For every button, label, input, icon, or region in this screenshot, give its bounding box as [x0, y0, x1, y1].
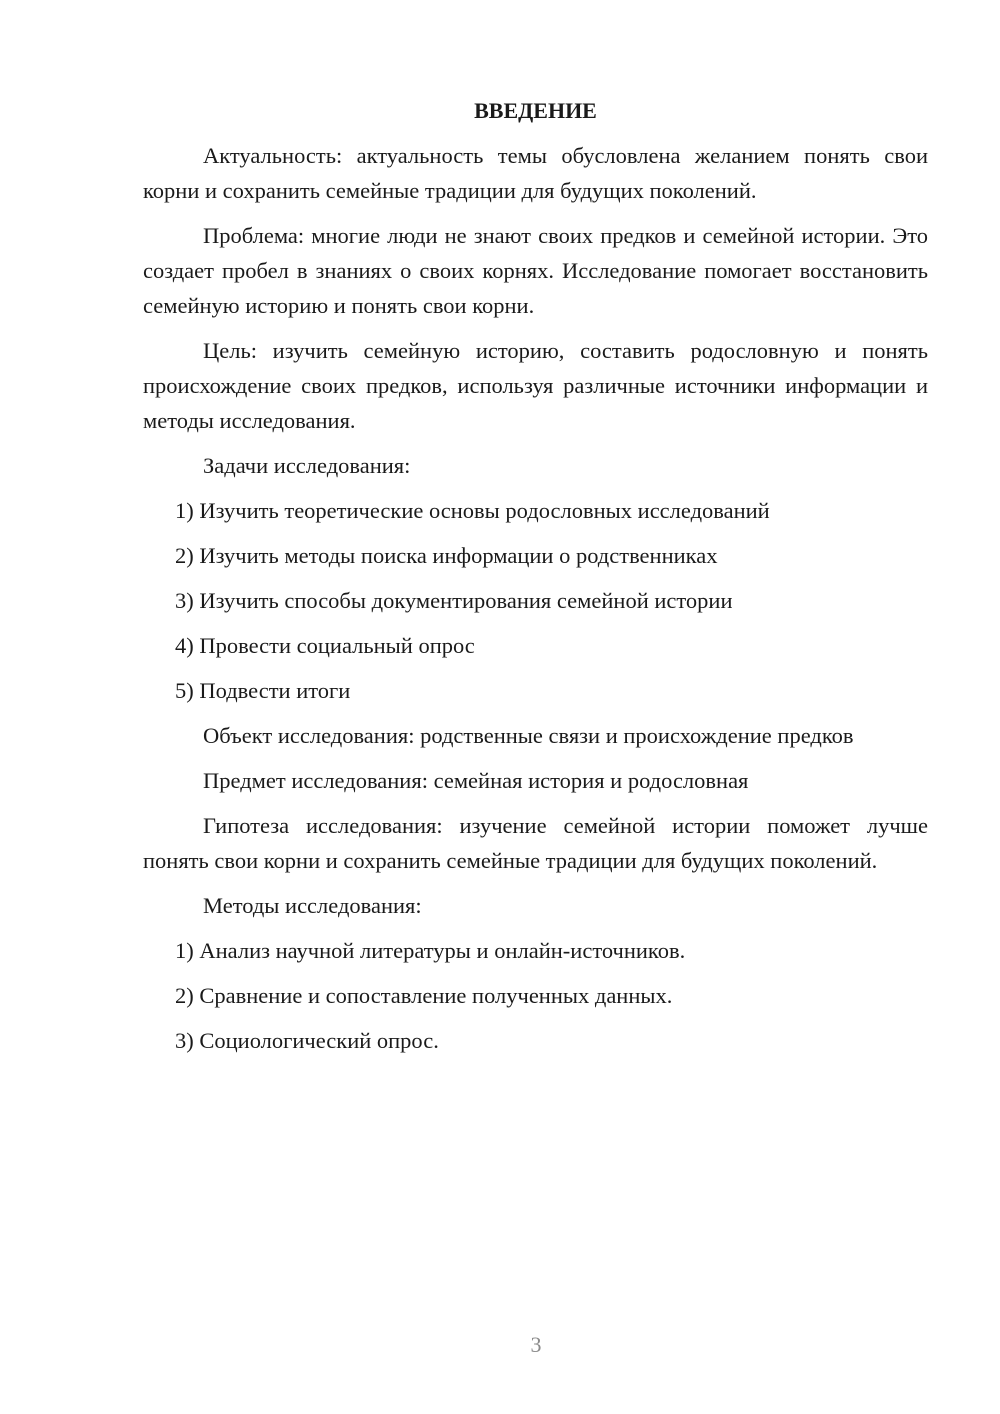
page-number: 3: [530, 1332, 542, 1357]
problem-paragraph: Проблема: многие люди не знают своих предков и семейной истории. Это создает пробел в знаниях о своих корнях. Исследование помогает восстановить семейную историю и понять свои корни.: [143, 223, 928, 318]
task-item: 2) Изучить методы поиска информации о родственниках: [175, 543, 718, 568]
task-item: 3) Изучить способы документирования семейной истории: [175, 588, 733, 613]
task-item: 4) Провести социальный опрос: [175, 633, 475, 658]
method-item: 3) Социологический опрос.: [175, 1028, 439, 1053]
task-item: 1) Изучить теоретические основы родословных исследований: [175, 498, 770, 523]
methods-list: [143, 933, 928, 1058]
tasks-heading: Задачи исследования:: [203, 453, 411, 478]
method-item: 1) Анализ научной литературы и онлайн-источников.: [175, 938, 686, 963]
methods-heading: Методы исследования:: [203, 893, 422, 918]
method-item: 2) Сравнение и сопоставление полученных данных.: [175, 983, 673, 1008]
hypothesis-paragraph: Гипотеза исследования: изучение семейной истории поможет лучше понять свои корни и сохранить семейные традиции для будущих поколений.: [143, 813, 928, 873]
section-title: ВВЕДЕНИЕ: [474, 98, 597, 123]
page-content: [143, 94, 928, 1068]
relevance-paragraph: Актуальность: актуальность темы обусловлена желанием понять свои корни и сохранить семейные традиции для будущих поколений.: [143, 143, 928, 203]
object-paragraph: Объект исследования: родственные связи и происхождение предков: [203, 723, 854, 748]
goal-paragraph: Цель: изучить семейную историю, составить родословную и понять происхождение своих предков, используя различные источники информации и методы исследования.: [143, 338, 928, 433]
tasks-list: [143, 493, 928, 708]
subject-paragraph: Предмет исследования: семейная история и родословная: [203, 768, 749, 793]
task-item: 5) Подвести итоги: [175, 678, 351, 703]
